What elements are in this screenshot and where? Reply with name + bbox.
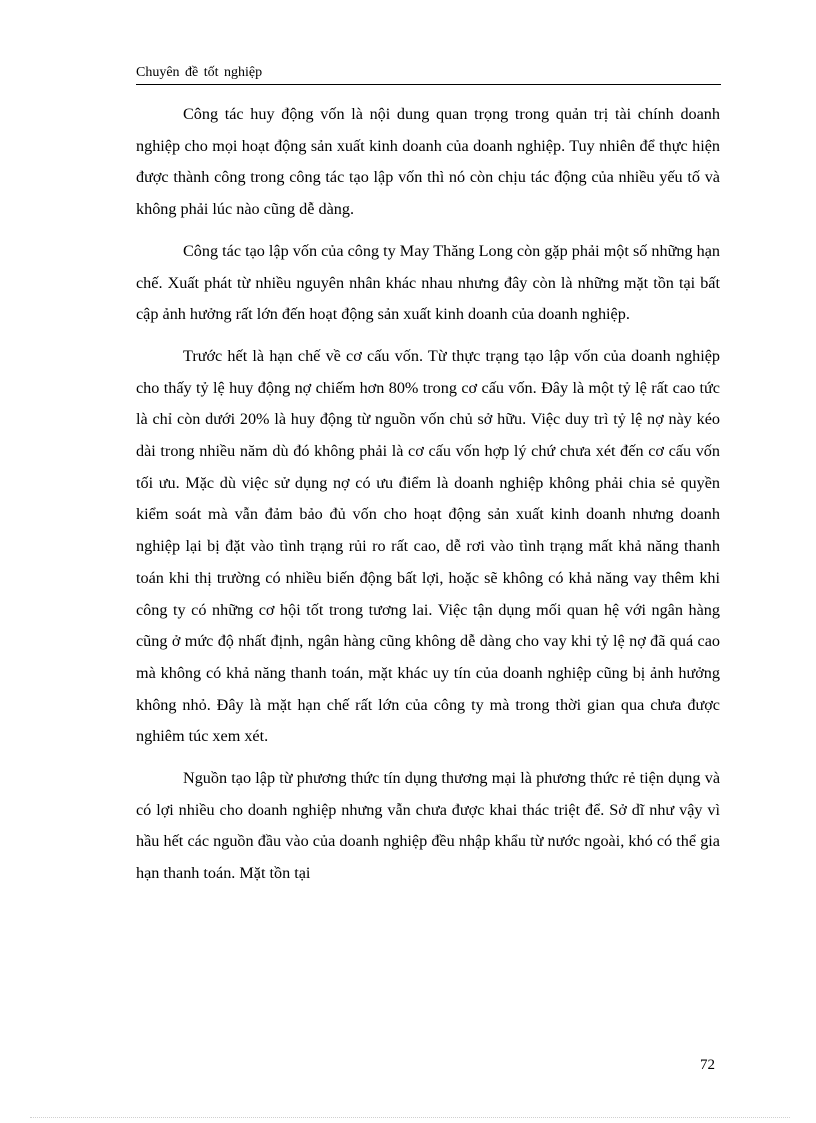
paragraph-1: Công tác huy động vốn là nội dung quan trọng trong quản trị tài chính doanh nghiệp cho mọi hoạt động sản xuất kinh doanh của doanh nghiệp. Tuy nhiên để thực hiện được thành công trong công tác tạo lập vốn thì nó còn chịu tác động của nhiều yếu tố và không phải lúc nào cũng dễ dàng. bbox=[136, 105, 720, 219]
header-title: Chuyên đề tốt nghiệp bbox=[136, 65, 263, 80]
page-number: 72 bbox=[700, 1057, 715, 1073]
paragraph-2: Công tác tạo lập vốn của công ty May Thăng Long còn gặp phải một số những hạn chế. Xuất phát từ nhiều nguyên nhân khác nhau nhưng đây còn là những mặt tồn tại bất cập ảnh hưởng rất lớn đến hoạt động sản xuất kinh doanh của doanh nghiệp. bbox=[136, 241, 720, 324]
page-bottom-divider bbox=[30, 1117, 790, 1118]
document-body bbox=[136, 99, 720, 900]
paragraph-3: Trước hết là hạn chế về cơ cấu vốn. Từ thực trạng tạo lập vốn của doanh nghiệp cho thấy tỷ lệ huy động nợ chiếm hơn 80% trong cơ cấu vốn. Đây là một tỷ lệ rất cao tức là chỉ còn dưới 20% là huy động từ nguồn vốn chủ sở hữu. Việc duy trì tỷ lệ nợ này kéo dài trong nhiều năm dù đó không phải là cơ cấu vốn hợp lý chứ chưa xét đến cơ cấu vốn tối ưu. Mặc dù việc sử dụng nợ có ưu điểm là doanh nghiệp không phải chia sẻ quyền kiểm soát mà vẫn đảm bảo đủ vốn cho hoạt động sản xuất kinh doanh nhưng doanh nghiệp lại bị đặt vào tình trạng rủi ro rất cao, dễ rơi vào tình trạng mất khả năng thanh toán khi thị trường có nhiều biến động bất lợi, hoặc sẽ không có khả năng vay thêm khi công ty có những cơ hội tốt trong tương lai. Việc tận dụng mối quan hệ với ngân hàng cũng ở mức độ nhất định, ngân hàng cũng không dễ dàng cho vay khi tỷ lệ nợ đã quá cao mà không có khả năng thanh toán, mặt khác uy tín của doanh nghiệp cũng bị ảnh hưởng không nhỏ. Đây là mặt hạn chế rất lớn của công ty mà trong thời gian qua chưa được nghiêm túc xem xét. bbox=[136, 346, 720, 746]
paragraph-4: Nguồn tạo lập từ phương thức tín dụng thương mại là phương thức rẻ tiện dụng và có lợi nhiều cho doanh nghiệp nhưng vẫn chưa được khai thác triệt để. Sở dĩ như vậy vì hầu hết các nguồn đầu vào của doanh nghiệp đều nhập khẩu từ nước ngoài, khó có thể gia hạn thanh toán. Mặt tồn tại bbox=[136, 769, 720, 883]
page-header bbox=[136, 62, 721, 85]
